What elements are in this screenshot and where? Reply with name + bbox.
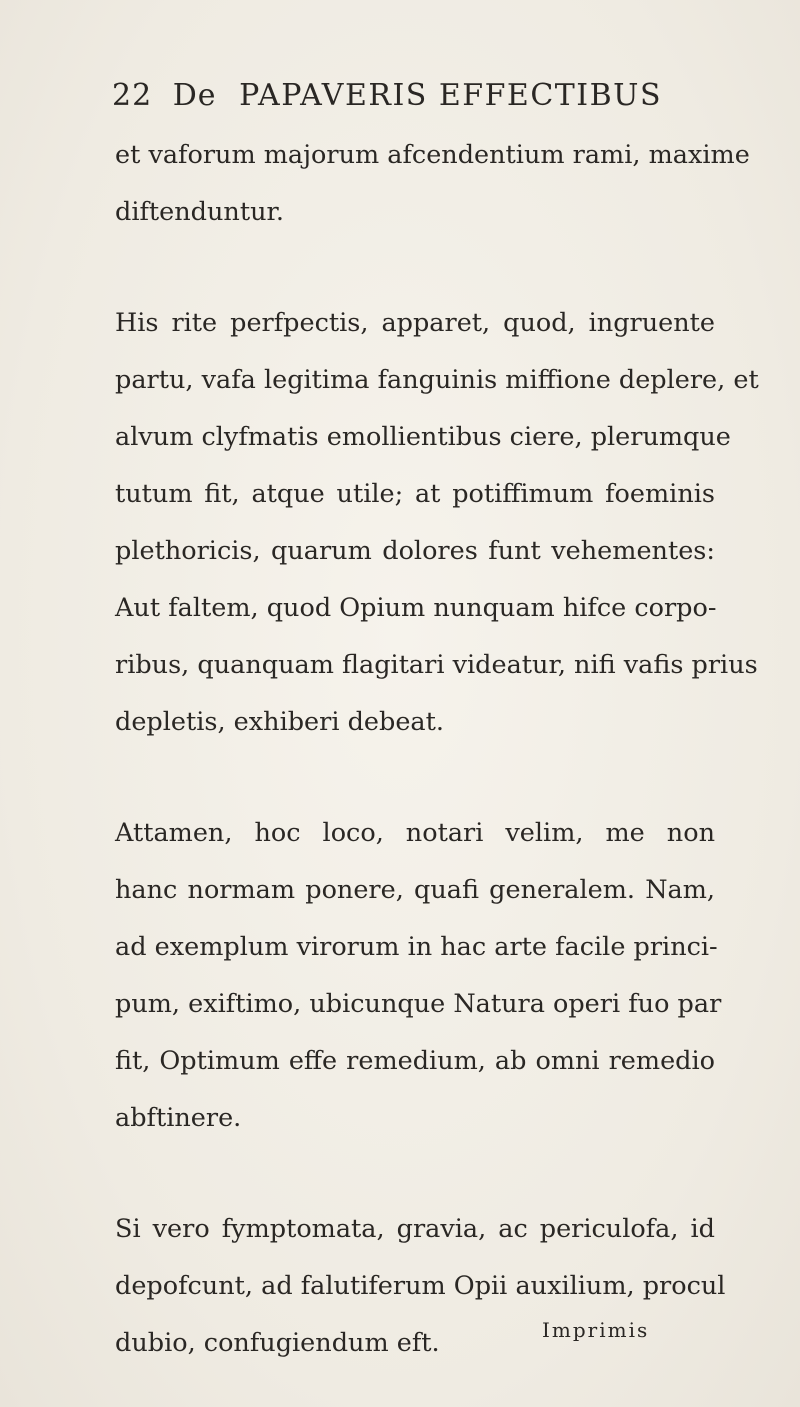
text-line: Aut faltem, quod Opium nunquam hifce corpo- xyxy=(115,593,717,623)
page-number: 22 xyxy=(112,78,153,113)
text-line: pum, exiftimo, ubicunque Natura operi fuo par xyxy=(115,989,722,1019)
catchword: Imprimis xyxy=(542,1318,650,1342)
text-line: depletis, exhiberi debeat. xyxy=(115,707,444,737)
text-line: His rite perfpectis, apparet, quod, ingruente xyxy=(115,308,715,338)
text-line: partu, vafa legitima fanguinis miffione deplere, et xyxy=(115,365,759,395)
text-line: depofcunt, ad falutiferum Opii auxilium, procul xyxy=(115,1271,726,1301)
text-line: Si vero fymptomata, gravia, ac periculofa, id xyxy=(115,1214,715,1244)
text-line: ribus, quanquam flagitari videatur, nifi vafis prius xyxy=(115,650,758,680)
text-line: fit, Optimum effe remedium, ab omni remedio xyxy=(115,1046,715,1076)
text-line: abftinere. xyxy=(115,1103,242,1133)
text-line: dubio, confugiendum eft. xyxy=(115,1328,440,1358)
text-line: Attamen, hoc loco, notari velim, me non xyxy=(115,818,715,848)
text-line: alvum clyfmatis emollientibus ciere, plerumque xyxy=(115,422,731,452)
running-head xyxy=(112,78,712,113)
text-line: plethoricis, quarum dolores funt vehementes: xyxy=(115,536,715,566)
text-line: et vaforum majorum afcendentium rami, maxime xyxy=(115,140,750,170)
text-line: tutum fit, atque utile; at potiffimum foeminis xyxy=(115,479,715,509)
text-line: hanc normam ponere, quafi generalem. Nam, xyxy=(115,875,715,905)
running-title-de: De xyxy=(172,78,217,113)
running-title: PAPAVERIS EFFECTIBUS xyxy=(239,78,663,113)
text-line: diftenduntur. xyxy=(115,197,285,227)
text-line: ad exemplum virorum in hac arte facile princi- xyxy=(115,932,718,962)
